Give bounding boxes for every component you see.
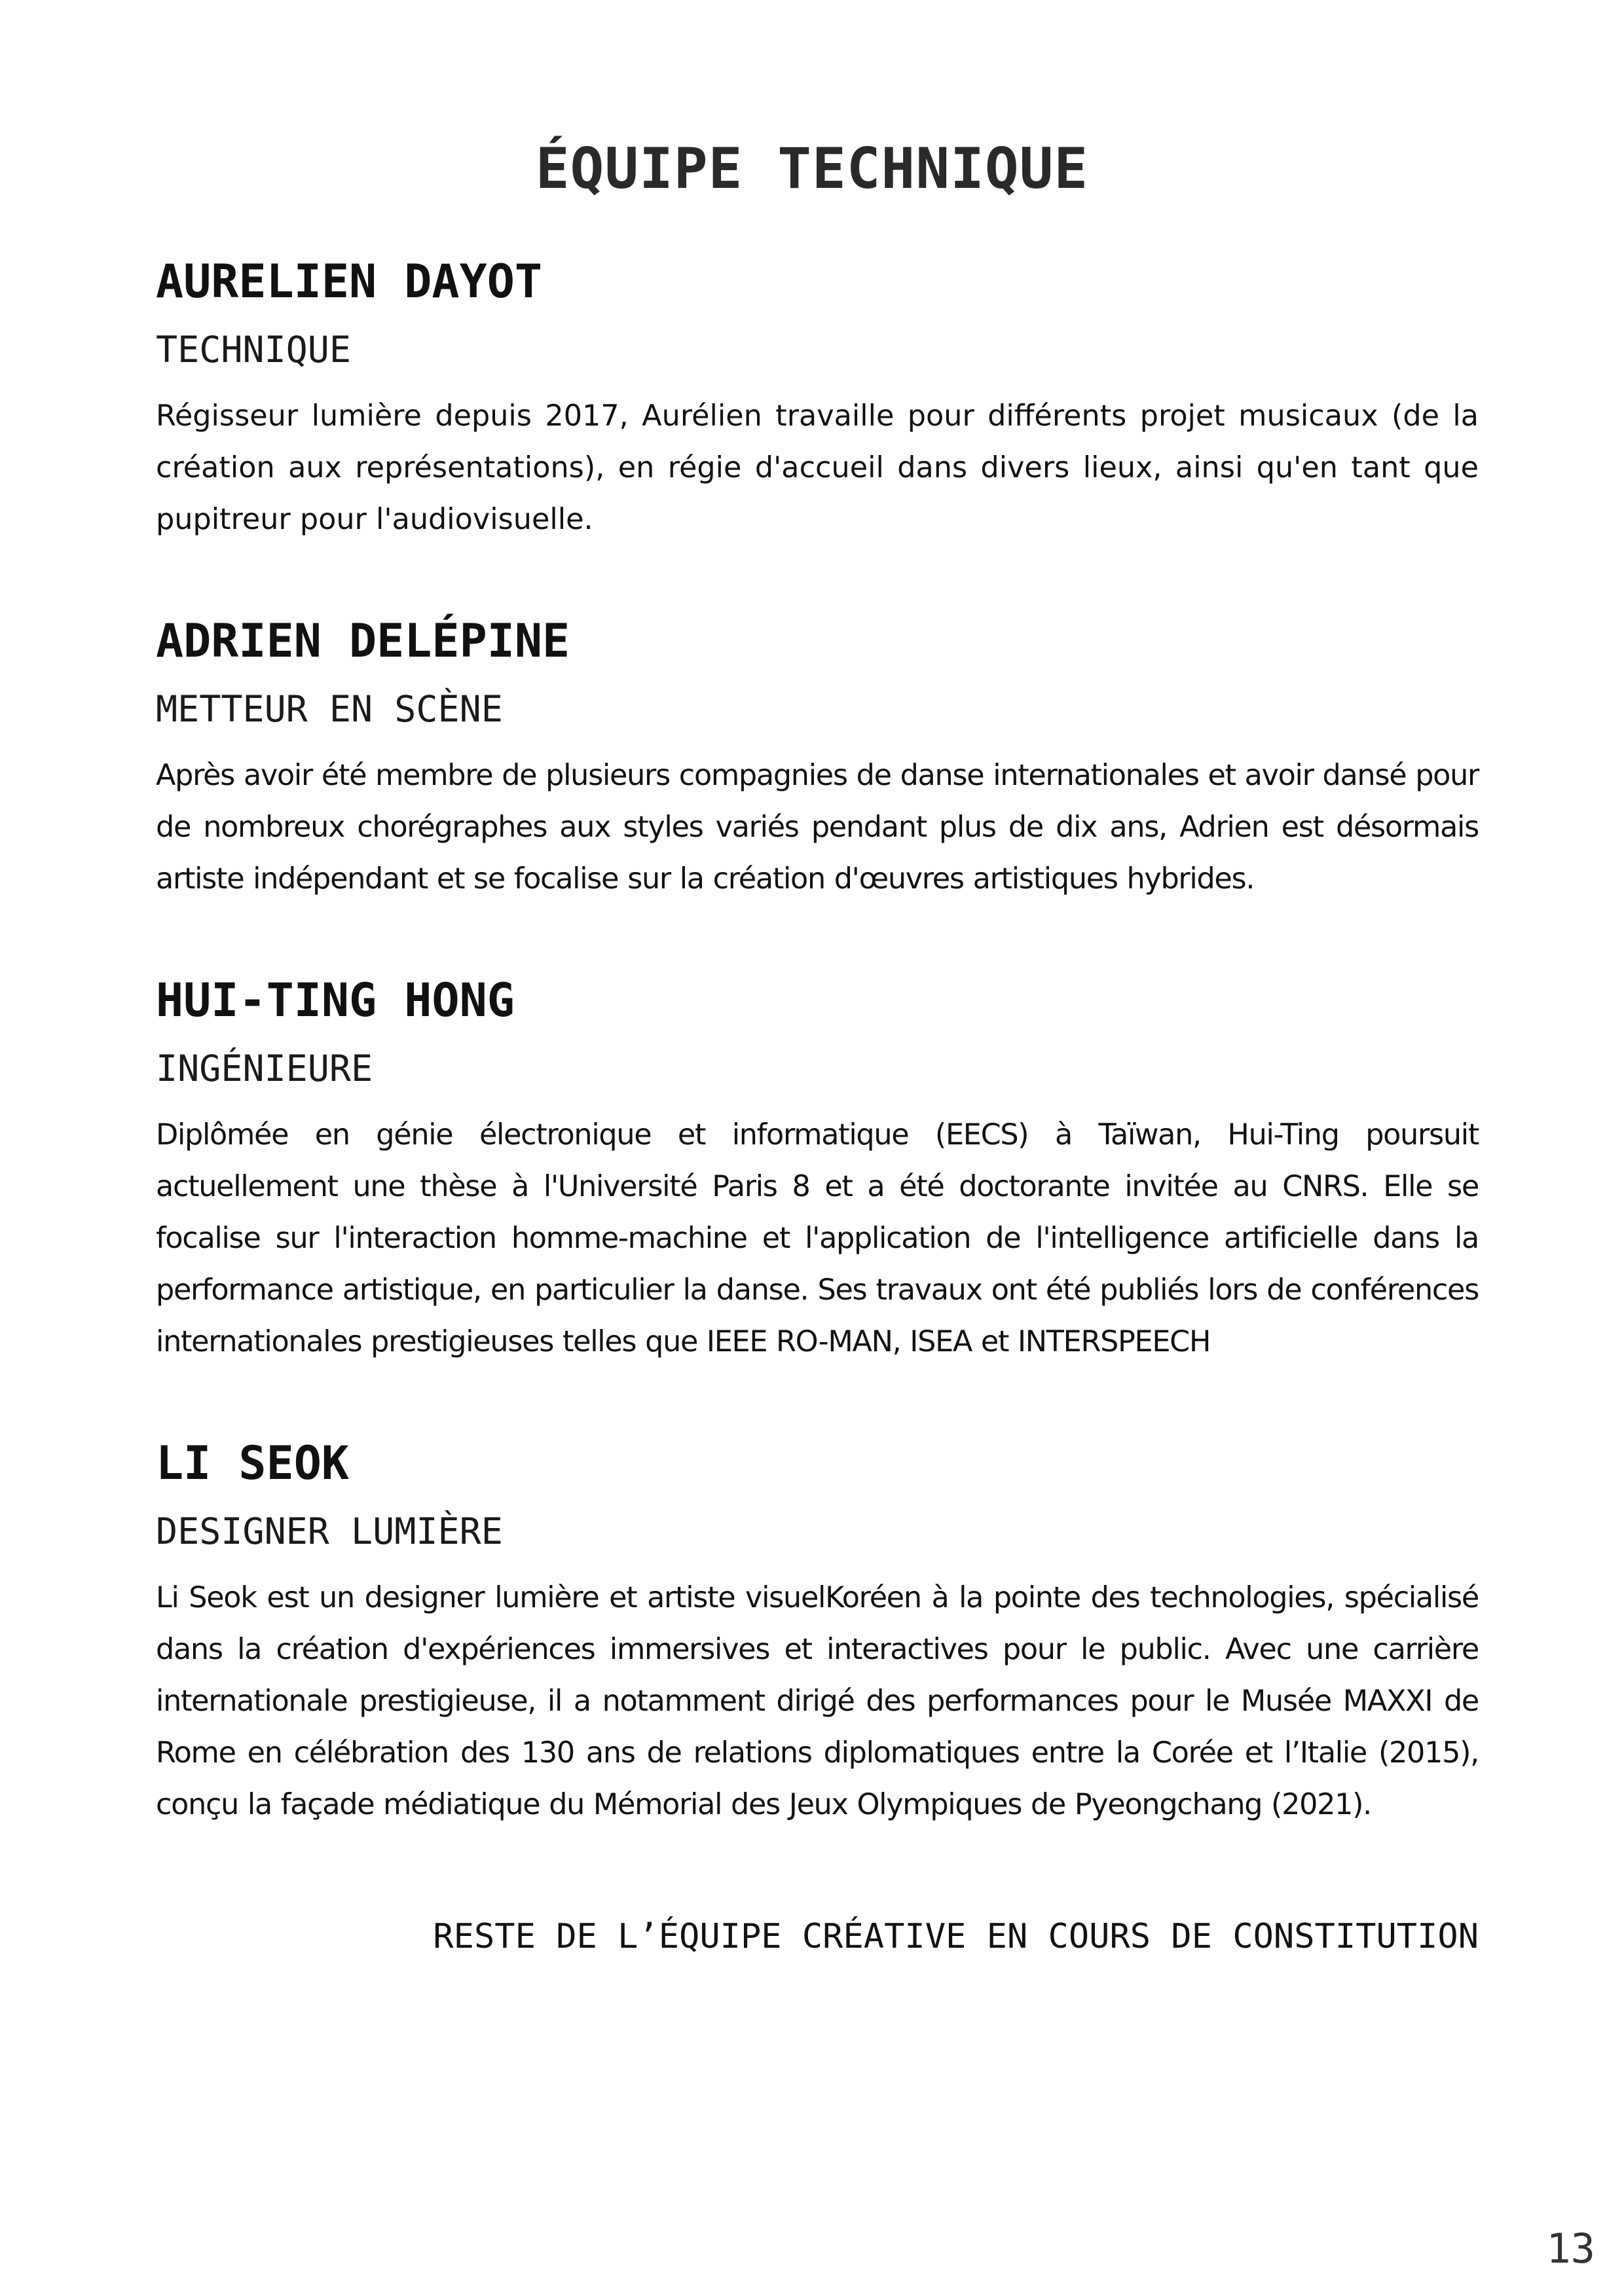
- member-bio: Après avoir été membre de plusieurs compagnies de danse internationales et avoir dansé pour de nombreux chorégraphes aux styles variés pendant plus de dix ans, Adrien est désormais artiste indépendant et se focalise sur la création d'œuvres artistiques hybrides.: [156, 759, 1479, 896]
- member-li-seok: [156, 1430, 1479, 1831]
- team-list: [156, 249, 1479, 1893]
- member-role: DESIGNER LUMIÈRE: [156, 1510, 503, 1552]
- member-name: HUI-TING HONG: [156, 974, 515, 1027]
- member-hui-ting-hong: [156, 968, 1479, 1368]
- member-role: INGÉNIEURE: [156, 1048, 373, 1089]
- member-role: TECHNIQUE: [156, 329, 352, 371]
- member-bio: Li Seok est un designer lumière et artiste visuelKoréen à la pointe des technologies, spécialisé dans la création d'expériences immersives et interactives pour le public. Avec une carrière internationale prestigieuse, il a notamment dirigé des performances pour le Musée MAXXI de Rome en célébration des 130 ans de relations diplomatiques entre la Corée et l’Italie (2015), conçu la façade médiatique du Mémorial des Jeux Olympiques de Pyeongchang (2021).: [156, 1581, 1479, 1821]
- member-name: ADRIEN DELÉPINE: [156, 614, 570, 668]
- member-role: METTEUR EN SCÈNE: [156, 688, 503, 730]
- member-bio: Régisseur lumière depuis 2017, Aurélien travaille pour différents projet musicaux (de la création aux représentations), en régie d'accueil dans divers lieux, ainsi qu'en tant que pupitreur pour l'audiovisuelle.: [156, 399, 1479, 536]
- member-adrien-delepine: [156, 608, 1479, 905]
- page-title: ÉQUIPE TECHNIQUE: [535, 136, 1089, 202]
- closing-note: RESTE DE L’ÉQUIPE CRÉATIVE EN COURS DE CONSTITUTION: [433, 1917, 1479, 1956]
- member-name: AURELIEN DAYOT: [156, 255, 543, 308]
- member-name: LI SEOK: [156, 1436, 350, 1490]
- page-number: 13: [1546, 2225, 1595, 2272]
- member-aurelien-dayot: [156, 249, 1479, 545]
- member-bio: Diplômée en génie électronique et informatique (EECS) à Taïwan, Hui-Ting poursuit actuellement une thèse à l'Université Paris 8 et a été doctorante invitée au CNRS. Elle se focalise sur l'interaction homme-machine et l'application de l'intelligence artificielle dans la performance artistique, en particulier la danse. Ses travaux ont été publiés lors de conférences internationales prestigieuses telles que IEEE RO-MAN, ISEA et INTERSPEECH: [156, 1118, 1479, 1358]
